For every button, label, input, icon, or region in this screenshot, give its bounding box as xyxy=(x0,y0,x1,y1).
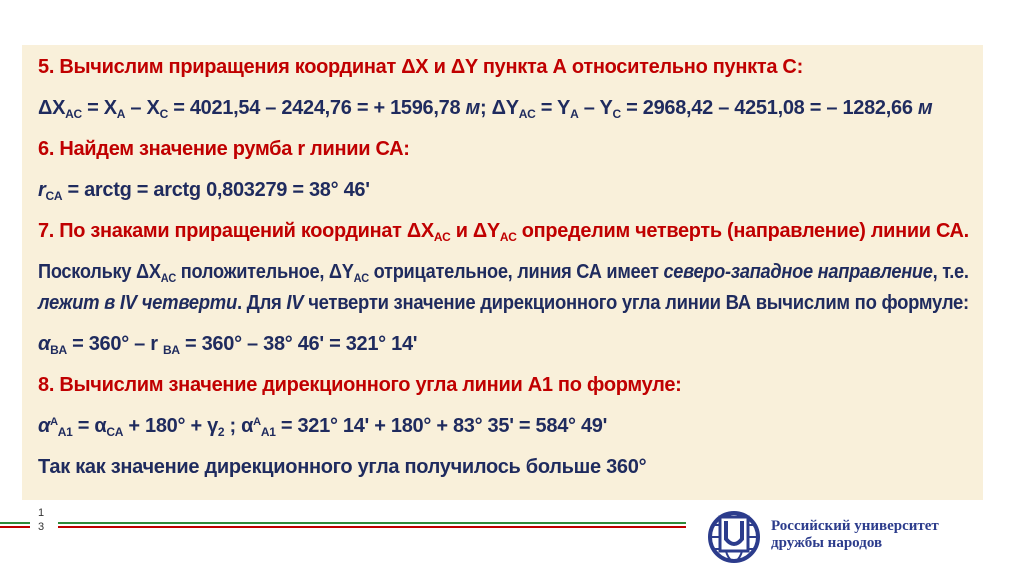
slide-content xyxy=(22,45,983,500)
step5-heading: 5. Вычислим приращения координат ΔX и ΔY пункта А относительно пункта С: xyxy=(38,56,803,78)
step7-heading: 7. По знаками приращений координат $\Delta X_{AC}$ и $\Delta Y_{AC}$ определим четверть (направление) линии СА. xyxy=(38,220,969,244)
step8-heading: 8. Вычислим значение дирекционного угла линии А1 по формуле: xyxy=(38,374,682,396)
step6-heading: 6. Найдем значение румба r линии СА: xyxy=(38,138,410,160)
step5-equation: $\Delta X_{AC} = X_A - X_C = 4021,54 - 2424,76$ = + 1596,78 м; $\Delta Y_{AC} = Y_A - Y_C = 2968,42 - 4251,08$ = – 1282,66 м xyxy=(38,97,933,121)
page-number: 1 3 xyxy=(38,507,45,533)
conclusion-line: Так как значение дирекционного угла получилось больше 360° xyxy=(38,456,647,478)
footer-stripe-red xyxy=(58,526,686,528)
step7-explanation-line1: Поскольку $\Delta X_{AC}$ положительное, $\Delta Y_{AC}$ отрицательное, линия СА имеет северо-западное направление, т.е. xyxy=(38,261,969,285)
step7-equation: $\alpha_{BA} = 360^\circ - r$ $_{BA}$ = 360° – 38° 46' = 321° 14' xyxy=(38,333,418,357)
step8-equation: $\alpha^A_{A1} = \alpha_{CA} + 180^\circ + \gamma_2$ ; $\alpha^A_{A1} = 321^\circ$ 14' + 180° + 83° 35' = 584° 49' xyxy=(38,415,608,439)
footer-stripe-green xyxy=(58,522,686,524)
footer-stripe-green-left xyxy=(0,522,30,524)
globe-emblem-icon xyxy=(706,509,762,565)
step7-explanation-line2: лежит в IV четверти. Для IV четверти значение дирекционного угла линии ВА вычислим по формуле: xyxy=(38,292,969,314)
step6-equation: $r_{CA}$ = arctg = arctg 0,803279 = 38° 46' xyxy=(38,179,370,203)
university-logo xyxy=(706,509,762,565)
footer-stripe-red-left xyxy=(0,526,30,528)
university-name: Российский университет дружбы народов xyxy=(771,518,939,551)
